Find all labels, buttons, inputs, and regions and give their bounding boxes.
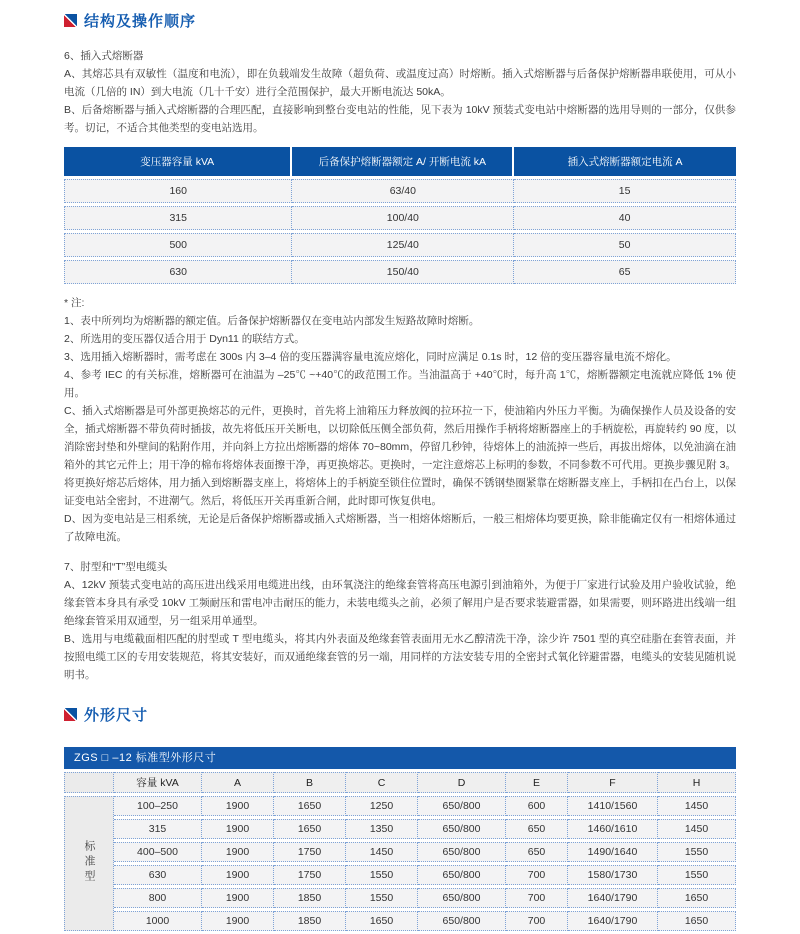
table-cell: 65	[514, 260, 736, 284]
table-cell: 1550	[346, 888, 418, 908]
row-group-label-header	[64, 772, 114, 793]
table-row	[64, 819, 736, 839]
table-cell: 1550	[658, 865, 736, 885]
table-cell: 1850	[274, 888, 346, 908]
row-group-label: 标准型	[64, 796, 114, 931]
table-cell: 650	[506, 842, 568, 862]
paragraph-fuse-a: A、其熔芯具有双敏性（温度和电流），即在负载端发生故障（超负荷、或温度过高）时熔断。插入式熔断器与后备保护熔断器串联使用，可从小电流（几倍的 IN）到大电流（几十千安）进行全范围保护，最大开断电流达 50kA。	[64, 68, 736, 98]
table-cell: 100–250	[114, 796, 202, 816]
table-cell: 315	[64, 206, 292, 230]
column-header: H	[658, 772, 736, 793]
table-cell: 1450	[346, 842, 418, 862]
note-item-4: 4、参考 IEC 的有关标准，熔断器可在油温为 –25℃ ~+40℃的政范围工作。当油温高于 +40℃时，每升高 1℃，熔断器额定电流就应降低 1% 使用。	[64, 369, 736, 399]
column-header: B	[274, 772, 346, 793]
table-cell: 1640/1790	[568, 911, 658, 931]
table-cell: 1900	[202, 865, 274, 885]
table-cell: 1350	[346, 819, 418, 839]
table-cell: 125/40	[292, 233, 514, 257]
note-item-3: 3、选用插入熔断器时，需考虑在 300s 内 3–4 倍的变压器满容量电流应熔化，同时应满足 0.1s 时，12 倍的变压器容量电流不熔化。	[64, 351, 677, 363]
fuse-selection-table	[64, 144, 736, 287]
table-cell: 700	[506, 888, 568, 908]
section-header-structure	[64, 10, 736, 31]
table-cell: 700	[506, 911, 568, 931]
table-cell: 1490/1640	[568, 842, 658, 862]
table-cell: 1550	[346, 865, 418, 885]
table-cell: 40	[514, 206, 736, 230]
table-cell: 500	[64, 233, 292, 257]
table-cell: 1900	[202, 888, 274, 908]
column-header: 插入式熔断器额定电流 A	[514, 147, 736, 176]
table-cell: 1900	[202, 842, 274, 862]
paragraph-fuse-intro: 6、插入式熔断器	[64, 50, 144, 62]
column-header: A	[202, 772, 274, 793]
section-title: 结构及操作顺序	[84, 13, 197, 30]
table-cell: 1850	[274, 911, 346, 931]
table-cell: 650	[506, 819, 568, 839]
table-cell: 1650	[274, 819, 346, 839]
column-header: D	[418, 772, 506, 793]
column-header: E	[506, 772, 568, 793]
cable-section-title: 7、肘型和“T”型电缆头	[64, 561, 168, 573]
table-row	[64, 842, 736, 862]
column-header: 容量 kVA	[114, 772, 202, 793]
table-cell: 1900	[202, 819, 274, 839]
table-cell: 1410/1560	[568, 796, 658, 816]
table-cell: 160	[64, 179, 292, 203]
table-cell: 650/800	[418, 865, 506, 885]
note-item-1: 1、表中所列均为熔断器的额定值。后备保护熔断器仅在变电站内部发生短路故障时熔断。	[64, 315, 480, 327]
table-cell: 63/40	[292, 179, 514, 203]
table-cell: 150/40	[292, 260, 514, 284]
table-cell: 1750	[274, 865, 346, 885]
table-cell: 1650	[346, 911, 418, 931]
note-item-c: C、插入式熔断器是可外部更换熔芯的元件，更换时，首先将上油箱压力释放阀的拉环拉一下，使油箱内外压力平衡。为确保操作人员及设备的安全，插式熔断器不带负荷时插拔，故先将低压开关断电，以切除低压侧全部负荷，然后用操作手柄将熔断器座上的手柄旋松，再旋转约 90 度，以消除密封垫和外壁间的粘附作用，并向斜上方拉出熔断器的熔体 70~80mm，停留几秒钟，待熔体上的油流掉一些后，再拔出熔体，以免油滴在油箱外的其它元件上；用干净的棉布将熔体表面擦干净，再更换熔芯。更换时，一定注意熔芯上标明的参数，不同参数不可代用。更换步骤见附 3。将更换好熔芯后熔体，用力插入到熔断器支座上，将熔体上的手柄旋至锁住位置时，确保不锈钢垫圈紧靠在熔断器支座上，手柄扣在凸台上，以保证变电站全密封，不进潮气。然后，将低压开关再重新合闸，此时即可恢复供电。	[64, 405, 736, 507]
table-cell: 1750	[274, 842, 346, 862]
note-item-2: 2、所选用的变压器仅适合用于 Dyn11 的联结方式。	[64, 333, 305, 345]
paragraph-fuse-b: B、后备熔断器与插入式熔断器的合理匹配，直接影响到整台变电站的性能，见下表为 10kV 预装式变电站中熔断器的选用导则的一部分，仅供参考。切记，不适合其他类型的变电站选用。	[64, 104, 736, 134]
table-cell: 650/800	[418, 842, 506, 862]
column-header: 变压器容量 kVA	[64, 147, 292, 176]
table-cell: 100/40	[292, 206, 514, 230]
column-header: C	[346, 772, 418, 793]
table-cell: 600	[506, 796, 568, 816]
table-row	[64, 260, 736, 284]
table-cell: 1460/1610	[568, 819, 658, 839]
table-cell: 650/800	[418, 796, 506, 816]
table-cell: 1650	[658, 911, 736, 931]
note-item-d: D、因为变电站是三相系统，无论是后备保护熔断器或插入式熔断器，当一相熔体熔断后，一般三相熔体均要更换，除非能确定仅有一相熔体通过了故障电流。	[64, 513, 736, 543]
section-header-dimensions	[64, 704, 736, 725]
notes-title: * 注:	[64, 297, 85, 309]
table-row	[64, 233, 736, 257]
table-cell: 1550	[658, 842, 736, 862]
table-cell: 1000	[114, 911, 202, 931]
table-cell: 315	[114, 819, 202, 839]
table-cell: 800	[114, 888, 202, 908]
table-cell: 1450	[658, 796, 736, 816]
table-cell: 1640/1790	[568, 888, 658, 908]
table-cell: 1900	[202, 796, 274, 816]
table-cell: 1250	[346, 796, 418, 816]
table-cell: 650/800	[418, 888, 506, 908]
table-row	[64, 206, 736, 230]
table-row	[64, 179, 736, 203]
table-cell: 50	[514, 233, 736, 257]
table-cell: 700	[506, 865, 568, 885]
table-cell: 15	[514, 179, 736, 203]
fuse-table-body	[64, 179, 736, 284]
table-row	[64, 796, 736, 816]
table-cell: 1580/1730	[568, 865, 658, 885]
column-header: F	[568, 772, 658, 793]
table-cell: 650/800	[418, 819, 506, 839]
table-cell: 630	[114, 865, 202, 885]
section-bullet-icon	[64, 14, 77, 27]
section-title: 外形尺寸	[84, 707, 149, 724]
table-cell: 650/800	[418, 911, 506, 931]
paragraph-cable-b: B、选用与电缆截面相匹配的肘型或 T 型电缆头，将其内外表面及绝缘套管表面用无水乙醇清洗干净，涂少许 7501 型的真空硅脂在套管表面，并按照电缆工区的专用安装规范，将其安装好，而双通绝缘套管的另一端，用同样的方法安装专用的全密封式氧化锌避雷器，电缆头的安装见随机说明书。	[64, 633, 736, 681]
table-cell: 630	[64, 260, 292, 284]
table-row	[64, 911, 736, 931]
column-header: 后备保护熔断器额定 A/ 开断电流 kA	[292, 147, 514, 176]
table-cell: 1650	[274, 796, 346, 816]
table-cell: 1900	[202, 911, 274, 931]
dimension-table	[64, 769, 736, 934]
table-cell: 1650	[658, 888, 736, 908]
table-cell: 400–500	[114, 842, 202, 862]
dimension-table-body	[64, 796, 736, 931]
table-header-row	[64, 147, 736, 176]
table-header-row	[64, 772, 736, 793]
paragraph-cable-a: A、12kV 预装式变电站的高压进出线采用电缆进出线，由环氧浇注的绝缘套管将高压电源引到油箱外，为便于厂家进行试验及用户验收试验，绝缘套管本身具有承受 10kV 工频耐压和雷电冲击耐压的能力，未装电缆头之前，必须了解用户是否要求装避雷器，如果需要，则环路进出线端一组绝缘套管采用双通型，另一组采用单通型。	[64, 579, 736, 627]
table-row	[64, 865, 736, 885]
table-cell: 1450	[658, 819, 736, 839]
dimension-table-title-bar: ZGS □ –12 标准型外形尺寸	[64, 747, 736, 769]
section-bullet-icon	[64, 708, 77, 721]
table-row	[64, 888, 736, 908]
